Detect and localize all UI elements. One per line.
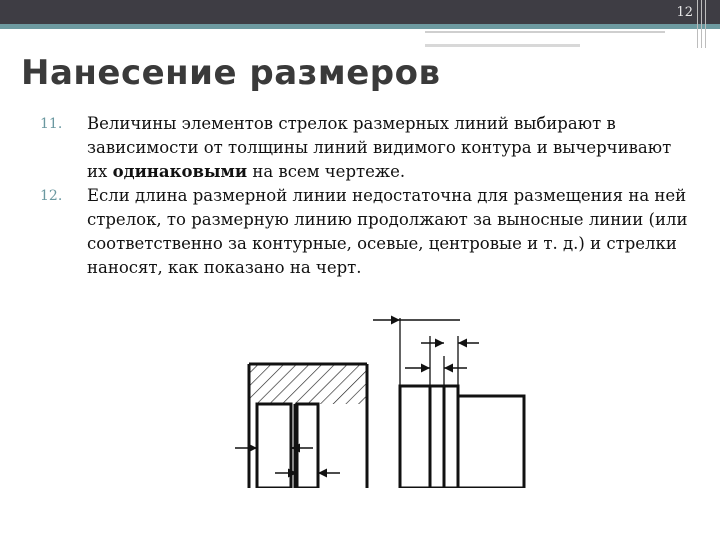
decorative-rule xyxy=(701,0,702,48)
left-figure xyxy=(235,364,367,488)
decorative-line xyxy=(425,31,665,33)
rules-list xyxy=(40,112,690,280)
accent-stripe xyxy=(0,24,720,29)
list-number: 11. xyxy=(40,116,63,132)
left-block xyxy=(257,404,291,488)
page-number: 12 xyxy=(676,5,693,20)
list-text-bold: одинаковыми xyxy=(112,162,248,181)
technical-drawing xyxy=(235,298,535,488)
right-figure xyxy=(373,318,524,488)
list-text: на всем чертеже. xyxy=(247,162,406,181)
decorative-rule xyxy=(705,0,706,48)
decorative-line xyxy=(425,44,580,47)
list-item xyxy=(40,184,690,280)
list-text: Если длина размерной линии недостаточна для размещения на ней стрелок, то размерную линию продолжают за выносные линии (или соответственно за контурные, осевые, центровые и т. д.) и стрелки наносят, как показано на черт. xyxy=(87,186,688,277)
decorative-rule xyxy=(697,0,698,48)
slide-title: Нанесение размеров xyxy=(21,53,441,93)
list-item xyxy=(40,112,690,184)
list-number: 12. xyxy=(40,188,63,204)
hatched-section xyxy=(249,364,367,404)
list-text: Величины элементов стрелок размерных линий выбирают в зависимости от толщины линий видимого контура и вычерчивают их xyxy=(87,114,672,181)
top-bar xyxy=(0,0,720,24)
right-block xyxy=(297,404,318,488)
